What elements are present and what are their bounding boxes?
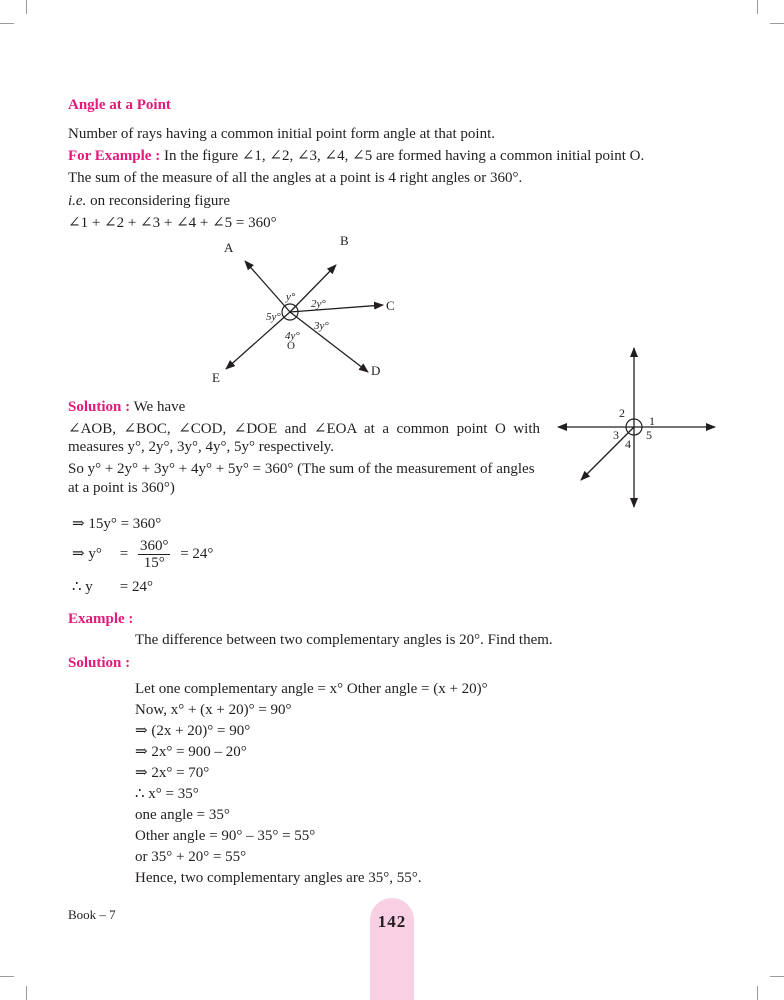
figure-rays-from-point (200, 230, 420, 390)
solution2-line: Hence, two complementary angles are 35°, 55°. (135, 870, 422, 886)
crop-mark (770, 23, 784, 24)
crop-mark (0, 23, 14, 24)
example-paragraph (68, 147, 644, 165)
ray-od (290, 312, 368, 372)
solution1-line3: So y° + 2y° + 3y° + 4y° + 5y° = 360° (The sum of the measurement of angles (68, 461, 535, 477)
solution2-line: ⇒ 2x° = 900 – 20° (135, 744, 247, 760)
solution2-line: Other angle = 90° – 35° = 55° (135, 828, 316, 844)
solution1-label: Solution : (68, 399, 131, 415)
intro-text: Number of rays having a common initial point form angle at that point. (68, 126, 495, 142)
angle-4y: 4y° (285, 330, 300, 342)
crop-mark (757, 0, 758, 14)
ie-line (68, 192, 230, 210)
crop-mark (0, 976, 14, 977)
step3-lhs: ∴ y (72, 579, 93, 595)
figure-numbered-angles (555, 345, 720, 510)
angle-number-3: 3 (613, 428, 619, 442)
step2-eq: = (119, 545, 129, 562)
ray-oa (245, 261, 290, 312)
label-o: O (287, 340, 295, 352)
fraction-denominator: 15° (143, 555, 165, 571)
angle-number-1: 1 (649, 414, 655, 428)
example-label: For Example : (68, 148, 161, 164)
angle-2y: 2y° (311, 298, 326, 310)
solution2-line: ⇒ (2x + 20)° = 90° (135, 723, 251, 739)
label-e: E (212, 370, 220, 385)
angle-number-2: 2 (619, 406, 625, 420)
label-a: A (224, 240, 234, 255)
fraction-numerator: 360° (139, 538, 169, 554)
label-d: D (371, 363, 381, 378)
angle-sum: ∠1 + ∠2 + ∠3 + ∠4 + ∠5 = 360° (68, 215, 277, 231)
solution2-line: one angle = 35° (135, 807, 230, 823)
solution2-line: Now, x° + (x + 20)° = 90° (135, 702, 292, 718)
example2-label: Example : (68, 611, 134, 627)
angle-number-4: 4 (625, 437, 631, 451)
angle-5y: 5y° (266, 311, 281, 323)
solution2-line: ⇒ 2x° = 70° (135, 765, 210, 781)
label-b: B (340, 233, 349, 248)
solution1-line2: measures y°, 2y°, 3y°, 4y°, 5y° respectively. (68, 439, 335, 455)
crop-mark (26, 0, 27, 14)
solution2-label: Solution : (68, 655, 131, 671)
angle-y: y° (286, 291, 296, 303)
solution1-step1: ⇒ 15y° = 360° (72, 516, 162, 532)
example2-question: The difference between two complementary angles is 20°. Find them. (135, 632, 553, 648)
solution1-step3 (72, 578, 153, 596)
step2-rhs: = 24° (180, 545, 214, 562)
solution2-line: Let one complementary angle = x° Other angle = (x + 20)° (135, 681, 488, 697)
ie-text: on reconsidering figure (90, 193, 231, 209)
solution1-lead: We have (133, 399, 186, 415)
footer-book: Book – 7 (68, 907, 116, 922)
crop-mark (757, 986, 758, 1000)
solution2-line: ∴ x° = 35° (135, 786, 199, 802)
label-c: C (386, 298, 395, 313)
solution1-line4: at a point is 360°) (68, 480, 175, 496)
example-text: In the figure ∠1, ∠2, ∠3, ∠4, ∠5 are formed having a common initial point O. (163, 148, 645, 164)
section-heading: Angle at a Point (68, 97, 171, 113)
crop-mark (770, 976, 784, 977)
diagonal-ray (581, 427, 634, 480)
ray-oc (290, 305, 383, 312)
step3-rhs: = 24° (119, 579, 153, 595)
angle-number-5: 5 (646, 428, 652, 442)
solution1-heading (68, 398, 185, 416)
step2-lhs: ⇒ y° (72, 545, 102, 562)
step2-fraction (138, 538, 171, 571)
angle-3y: 3y° (314, 320, 329, 332)
crop-mark (26, 986, 27, 1000)
solution1-step2 (72, 538, 213, 571)
sum-text: The sum of the measure of all the angles at a point is 4 right angles or 360°. (68, 170, 523, 186)
solution1-line1: ∠AOB, ∠BOC, ∠COD, ∠DOE and ∠EOA at a common point O with (68, 421, 540, 437)
solution2-line: or 35° + 20° = 55° (135, 849, 247, 865)
page-number: 142 (377, 912, 407, 931)
ie-label: i.e. (68, 193, 87, 209)
